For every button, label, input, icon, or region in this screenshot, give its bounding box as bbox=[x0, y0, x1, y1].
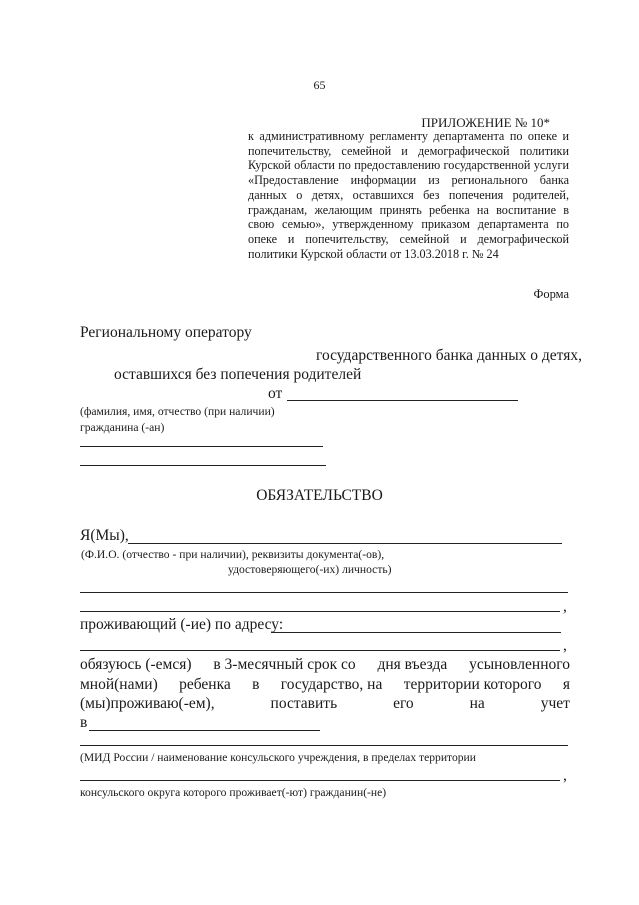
row3-word: на bbox=[469, 695, 485, 712]
fio-hint-1: (фамилия, имя, отчество (при наличии) bbox=[80, 405, 275, 418]
row3-word: его bbox=[393, 695, 414, 712]
addressee-line-2: государственного банка данных о детях, bbox=[316, 347, 582, 364]
row2-word: территории которого bbox=[403, 676, 542, 693]
address-blank-line-2[interactable] bbox=[80, 650, 560, 651]
registry-blank-line[interactable] bbox=[89, 730, 320, 731]
row1-word: усыновленного bbox=[469, 656, 570, 673]
obligation-row-2 bbox=[80, 676, 570, 694]
document-title: ОБЯЗАТЕЛЬСТВО bbox=[256, 487, 383, 504]
consulate-blank-line-2[interactable] bbox=[80, 780, 560, 781]
address-label: проживающий (-ие) по адресу: bbox=[80, 616, 284, 633]
comma-1: , bbox=[563, 598, 567, 615]
in-label: в bbox=[80, 714, 88, 731]
addressee-line-1: Региональному оператору bbox=[80, 324, 252, 341]
form-label: Форма bbox=[533, 287, 569, 301]
row1-word: в 3-месячный срок со bbox=[213, 656, 356, 673]
row3-word: учет bbox=[540, 695, 570, 712]
obligation-row-1 bbox=[80, 656, 570, 674]
row1-word: дня въезда bbox=[377, 656, 448, 673]
row1-word: обязуюсь (-емся) bbox=[80, 656, 192, 673]
we-label: Я(Мы), bbox=[80, 527, 129, 544]
comma-3: , bbox=[563, 767, 567, 784]
consul-hint-1: (МИД России / наименование консульского учреждения, в пределах территории bbox=[80, 751, 476, 764]
appendix-text: к административному регламенту департамента по опеке и попечительству, семейной и демографической политики Курской области по предоставлению государственной услуги «Предоставление информации из регионального банка данных о детях, оставшихся без попечения родителей, гражданам, желающим принять ребенка на воспитание в свою семью», утвержденному приказом департамента по опеке и попечительству, семейной и демографической политики Курской области от 13.03.2018 г. № 24 bbox=[248, 129, 569, 261]
consul-hint-2: консульского округа которого проживает(-ют) гражданин(-не) bbox=[80, 786, 387, 799]
citizen-blank-line-1[interactable] bbox=[80, 446, 323, 447]
row2-word: государство, на bbox=[280, 676, 383, 693]
from-blank-line[interactable] bbox=[287, 400, 518, 401]
from-label: от bbox=[268, 385, 283, 402]
appendix-title: ПРИЛОЖЕНИЕ № 10* bbox=[421, 115, 550, 130]
id-blank-line-1[interactable] bbox=[80, 592, 568, 593]
comma-2: , bbox=[563, 637, 567, 654]
row2-word: мной(нами) bbox=[80, 676, 158, 693]
obligation-row-3 bbox=[80, 695, 570, 713]
fio-blank-line[interactable] bbox=[128, 543, 562, 544]
row2-word: я bbox=[562, 676, 570, 693]
row2-word: ребенка bbox=[179, 676, 231, 693]
fio-hint-2: гражданина (-ан) bbox=[80, 421, 165, 434]
citizen-blank-line-2[interactable] bbox=[80, 465, 326, 466]
id-hint-2: удостоверяющего(-их) личность) bbox=[228, 563, 392, 576]
addressee-line-3: оставшихся без попечения родителей bbox=[114, 366, 362, 383]
consulate-blank-line-1[interactable] bbox=[80, 745, 568, 746]
address-blank-line-1[interactable] bbox=[271, 632, 561, 633]
id-blank-line-2[interactable] bbox=[80, 611, 560, 612]
id-hint-1: (Ф.И.О. (отчество - при наличии), реквизиты документа(-ов), bbox=[81, 548, 385, 561]
row2-word: в bbox=[252, 676, 260, 693]
page-number: 65 bbox=[313, 78, 326, 92]
row3-word: поставить bbox=[270, 695, 338, 712]
row3-word: (мы)проживаю(-ем), bbox=[80, 695, 215, 712]
